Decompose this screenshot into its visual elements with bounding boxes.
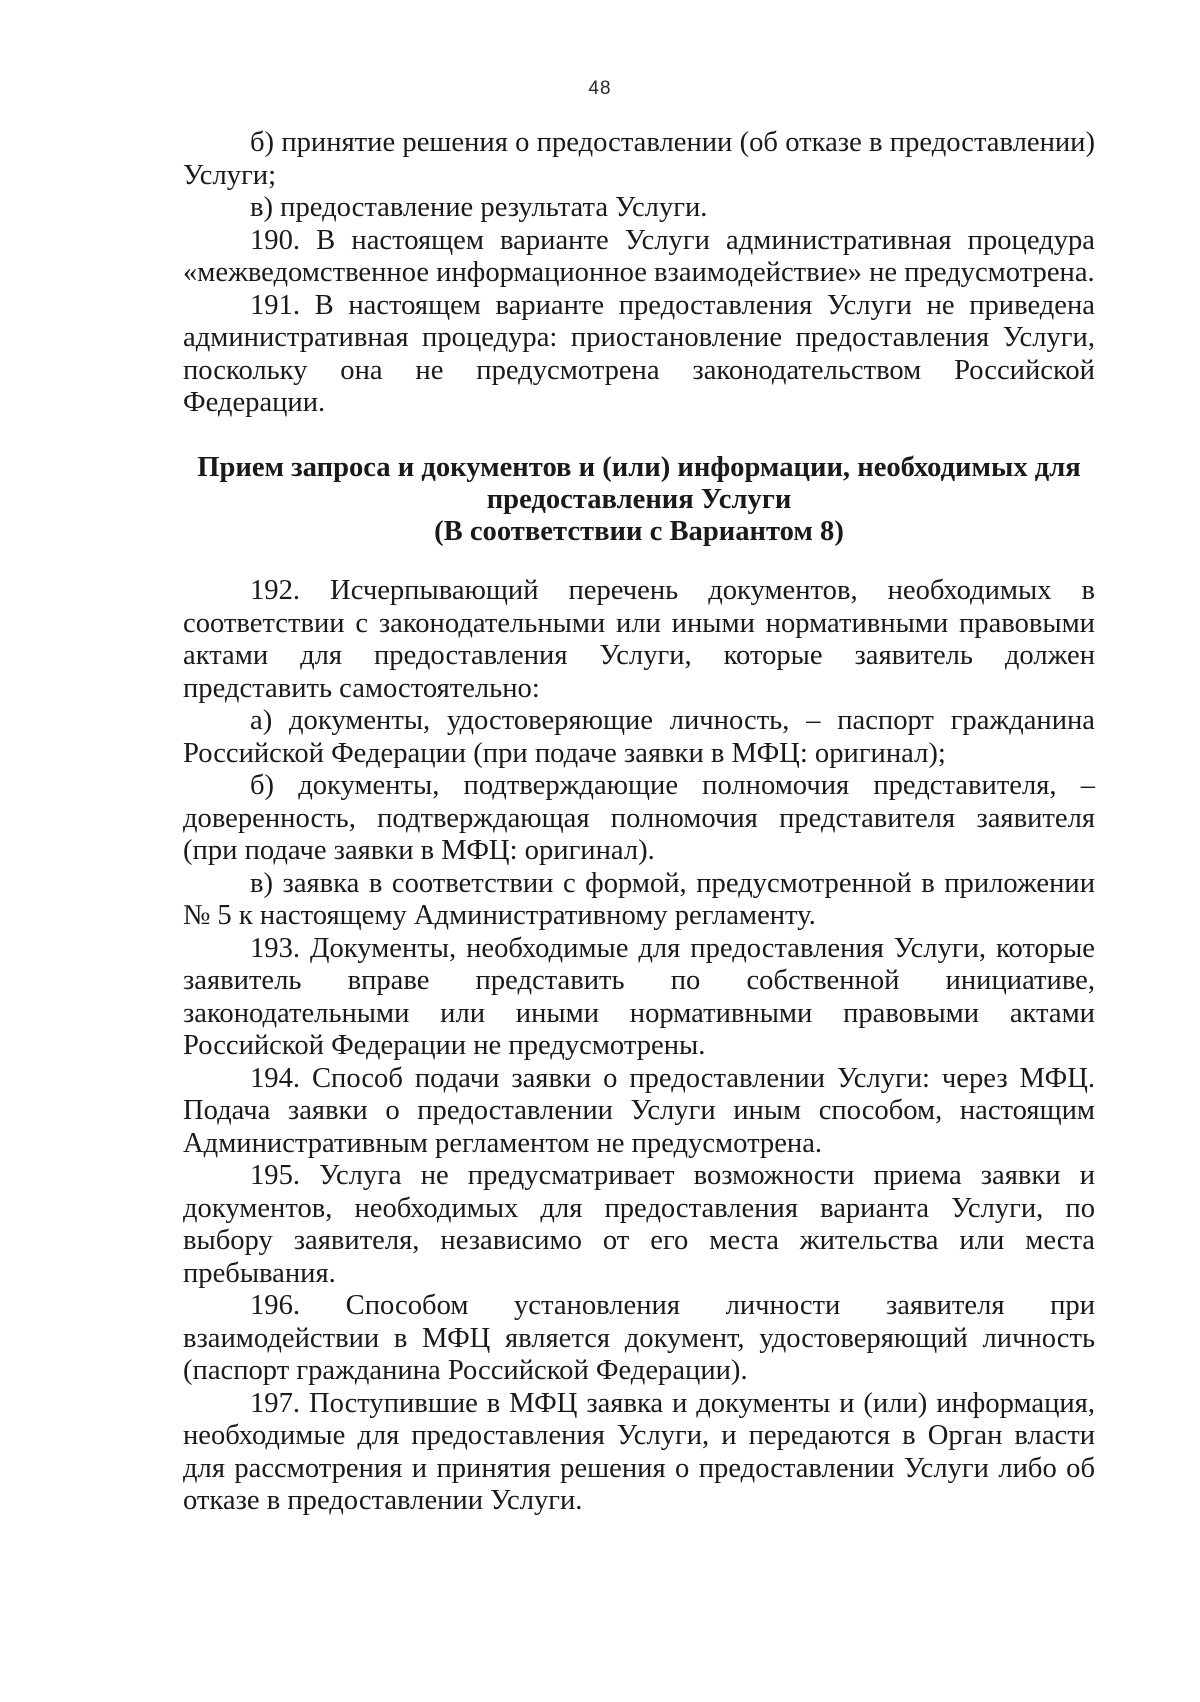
paragraph-b-decision: б) принятие решения о предоставлении (об отказе в предоставлении) Услуги; bbox=[183, 127, 1095, 191]
section-heading-line-2: предоставления Услуги bbox=[486, 484, 792, 515]
paragraph-194: 194. Способ подачи заявки о предоставлении Услуги: через МФЦ. Подача заявки о предоставлении Услуги иным способом, настоящим Административным регламентом не предусмотрена. bbox=[183, 1062, 1095, 1159]
paragraph-197: 197. Поступившие в МФЦ заявка и документы и (или) информация, необходимые для предоставления Услуги, и передаются в Орган власти для рассмотрения и принятия решения о предоставлении Услуги либо об отказе в предоставлении Услуги. bbox=[183, 1387, 1095, 1516]
section-heading-line-3: (В соответствии с Вариантом 8) bbox=[434, 516, 844, 547]
main-text-block bbox=[183, 575, 1095, 1518]
top-text-block bbox=[183, 127, 1095, 420]
paragraph-192-b: б) документы, подтверждающие полномочия представителя, – доверенность, подтверждающая полномочия представителя заявителя (при подаче заявки в МФЦ: оригинал). bbox=[183, 770, 1095, 866]
paragraph-v-result: в) предоставление результата Услуги. bbox=[250, 192, 708, 223]
paragraph-196: 196. Способом установления личности заявителя при взаимодействии в МФЦ является документ, удостоверяющий личность (паспорт гражданина Российской Федерации). bbox=[183, 1290, 1095, 1386]
paragraph-192-a: а) документы, удостоверяющие личность, – паспорт гражданина Российской Федерации (при подаче заявки в МФЦ: оригинал); bbox=[183, 705, 1095, 769]
paragraph-192: 192. Исчерпывающий перечень документов, необходимых в соответствии с законодательными или иными нормативными правовыми актами для предоставления Услуги, которые заявитель должен представить самостоятельно: bbox=[183, 575, 1095, 704]
paragraph-191: 191. В настоящем варианте предоставления Услуги не приведена административная процедура: приостановление предоставления Услуги, поскольку она не предусмотрена законодательством Российской Федерации. bbox=[183, 289, 1095, 418]
paragraph-193: 193. Документы, необходимые для предоставления Услуги, которые заявитель вправе представить по собственной инициативе, законодательными или иными нормативными правовыми актами Российской Федерации не предусмотрены. bbox=[183, 932, 1095, 1061]
paragraph-190: 190. В настоящем варианте Услуги административная процедура «межведомственное информационное взаимодействие» не предусмотрена. bbox=[183, 224, 1095, 288]
paragraph-195: 195. Услуга не предусматривает возможности приема заявки и документов, необходимых для предоставления варианта Услуги, по выбору заявителя, независимо от его места жительства или места пребывания. bbox=[183, 1160, 1095, 1289]
page-number: 48 bbox=[588, 78, 612, 99]
section-heading-line-1: Прием запроса и документов и (или) информации, необходимых для bbox=[197, 452, 1081, 483]
section-heading bbox=[183, 452, 1095, 548]
paragraph-192-v: в) заявка в соответствии с формой, предусмотренной в приложении № 5 к настоящему Административному регламенту. bbox=[183, 867, 1095, 931]
